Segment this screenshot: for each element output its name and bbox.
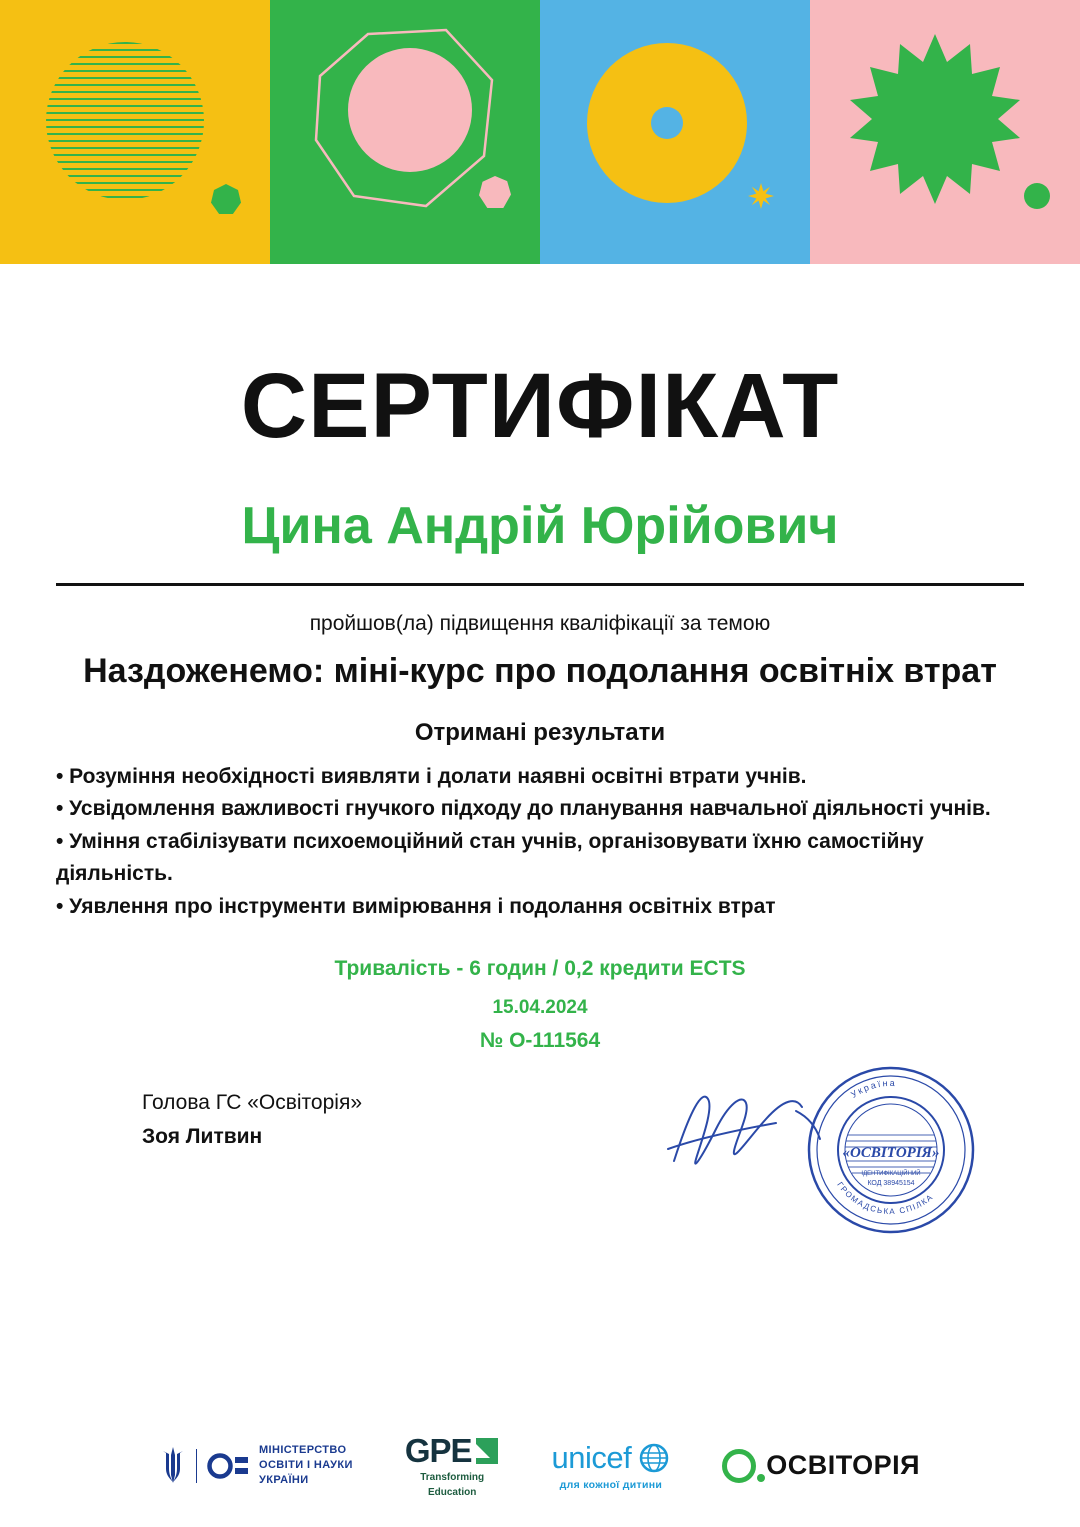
gpe-arrow-icon [474, 1436, 500, 1466]
svg-text:Україна: Україна [849, 1077, 897, 1100]
unicef-abbr: unicef [551, 1440, 632, 1475]
osvitoria-label: ОСВІТОРІЯ [766, 1450, 920, 1480]
gpe-tagline-1: Transforming [420, 1472, 485, 1483]
course-name: Наздоженемо: міні-курс про подолання освітніх втрат [83, 652, 997, 691]
svg-text:ІДЕНТИФІКАЦІЙНИЙ: ІДЕНТИФІКАЦІЙНИЙ [861, 1170, 921, 1177]
list-item: • Уявлення про інструменти вимірювання і подолання освітніх втрат [56, 894, 776, 918]
small-starburst-icon [748, 183, 774, 209]
list-item: • Усвідомлення важливості гнучкого підходу до планування навчальної діяльності учнів. [56, 797, 991, 821]
banner-panel-pink [810, 0, 1080, 264]
results-list [56, 761, 1024, 924]
ministry-line-3: УКРАЇНИ [258, 1473, 309, 1486]
striped-circle-shape [46, 42, 204, 200]
ministry-line-2: ОСВІТИ І НАУКИ [258, 1459, 353, 1472]
svg-text:ГРОМАДСЬКА СПІЛКА: ГРОМАДСЬКА СПІЛКА [835, 1180, 936, 1216]
gpe-tagline-2: Education [427, 1486, 477, 1498]
signature-block [56, 1077, 1024, 1253]
signatory-name: Зоя Литвин [142, 1124, 263, 1148]
list-item: • Уміння стабілізувати психоемоційний стан учнів, організовувати їхню самостійну діяльність. [56, 829, 924, 886]
footer-logos [0, 1432, 1080, 1499]
certificate-number: № O-111564 [479, 1028, 601, 1052]
certificate-subtitle: пройшов(ла) підвищення кваліфікації за темою [309, 612, 771, 636]
tryzub-icon [160, 1445, 186, 1487]
green-starburst-shape [850, 34, 1020, 204]
certificate-title: СЕРТИФІКАТ [240, 355, 840, 457]
pink-polygon-shape [306, 28, 506, 218]
unicef-logo [552, 1440, 671, 1491]
banner-panel-green [270, 0, 540, 264]
banner-panel-blue [540, 0, 810, 264]
issue-date: 15.04.2024 [492, 996, 588, 1018]
certificate-body [0, 355, 1080, 1253]
gpe-abbr: GPE [404, 1432, 472, 1469]
official-stamp [656, 1053, 996, 1243]
signatory-role: Голова ГС «Освіторія» [142, 1090, 363, 1114]
svg-text:КОД 38945154: КОД 38945154 [867, 1179, 915, 1187]
decorative-banner [0, 0, 1080, 264]
banner-panel-yellow [0, 0, 270, 264]
small-green-heptagon-shape [211, 184, 241, 214]
donut-hole-shape [651, 107, 683, 139]
small-green-dot-shape [1024, 183, 1050, 209]
course-duration: Тривалість - 6 годин / 0,2 кредити ECTS [334, 957, 746, 981]
unicef-globe-icon [638, 1442, 670, 1474]
svg-text:«ОСВІТОРІЯ»: «ОСВІТОРІЯ» [842, 1144, 940, 1161]
ministry-line-1: МІНІСТЕРСТВО [258, 1444, 347, 1457]
osvitoria-logo [722, 1449, 920, 1483]
list-item: • Розуміння необхідності виявляти і долати наявні освітні втрати учнів. [56, 764, 807, 788]
ministry-of-education-logo [160, 1443, 353, 1488]
divider-line [56, 583, 1024, 586]
recipient-name: Цина Андрій Юрійович [241, 497, 839, 555]
unicef-tagline: для кожної дитини [559, 1479, 663, 1491]
mon-emblem-icon [207, 1452, 249, 1480]
results-heading: Отримані результати [414, 718, 666, 746]
gpe-logo [405, 1432, 500, 1499]
ministry-logo-text [259, 1443, 353, 1488]
osvitoria-mark-icon [722, 1449, 756, 1483]
